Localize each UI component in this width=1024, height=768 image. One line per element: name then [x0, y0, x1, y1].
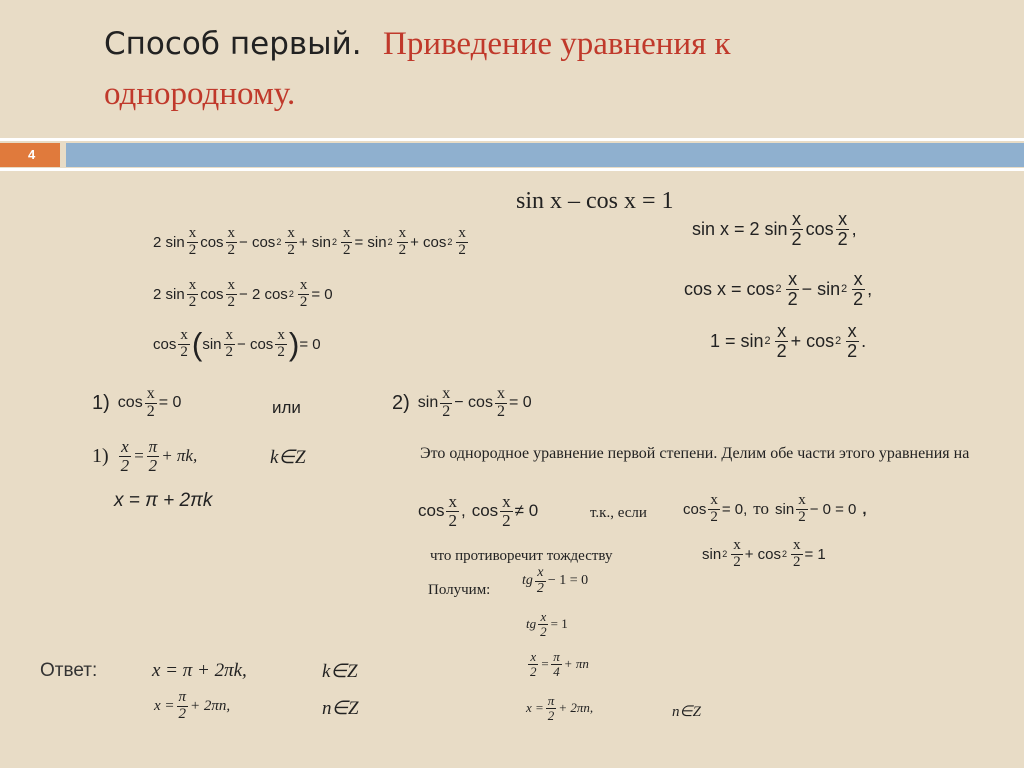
explanation-text: Это однородное уравнение первой степени. Делим обе части этого уравнения на: [420, 445, 970, 462]
answer-1: x = π + 2πk,: [152, 660, 247, 681]
deriv-4-n: n∈Z: [672, 704, 701, 720]
identity-one: 1 = sin 2 x 2 + cos 2 x 2 .: [710, 321, 867, 361]
slide-number: 4: [0, 143, 60, 167]
title-part1: Способ первый.: [104, 26, 362, 62]
deriv-3: $\frac{x}{2}$ = $\frac{\pi}{4}$ + πn: [530, 649, 589, 679]
answer-1-k: k∈Z: [322, 661, 358, 682]
solution-1: 1) $\frac{x}{2}$ = $\frac{\pi}{2}$ + πk,: [92, 437, 198, 475]
main-equation: sin x – cos x = 1: [516, 188, 674, 214]
divider-bottom: [0, 168, 1024, 171]
answer-label: Ответ:: [40, 660, 98, 681]
answer-2-n: n∈Z: [322, 698, 359, 719]
left-eq-3: cos x 2 ( sin x 2 − cos x 2 ) = 0: [153, 325, 321, 362]
contradict-text: что противоречит тождеству: [430, 548, 613, 564]
case-1: 1) cos $\frac{x}{2}$ = 0: [92, 385, 182, 420]
title-part2-line2: однородному.: [104, 76, 296, 112]
answer-2: x = $\frac{\pi}{2}$ + 2πn,: [154, 689, 231, 722]
tk-esli: т.к., если: [590, 505, 647, 521]
header-bar: [66, 143, 1024, 167]
if-cos-zero: cos $\frac{x}{2}$ = 0, то sin x 2 − 0 = 0 ,: [683, 492, 867, 525]
divide-by-cos: cos x 2 , cos x 2 ≠ 0: [418, 492, 539, 530]
solution-1-k: k∈Z: [270, 447, 306, 468]
title-part2-line1: Приведение уравнения к: [383, 26, 731, 62]
pythagorean-identity: sin 2 x 2 + cos 2 $\frac{x}{2}$ = 1: [702, 537, 826, 570]
solution-1-x: x = π + 2πk: [114, 490, 213, 511]
left-eq-1: 2 sin x 2 cos x 2 − cos 2 x 2 + sin 2 $\frac{x}{2}$ = sin 2 x 2 + cos 2 x 2: [153, 225, 466, 258]
left-eq-2: 2 sin x 2 cos x 2 − 2 cos 2 $\frac{x}{2}$ = 0: [153, 277, 333, 310]
deriv-2: tg $\frac{x}{2}$ = 1: [526, 609, 568, 639]
identity-cos: cos x = cos 2 x 2 − sin 2 x 2 ,: [684, 269, 873, 309]
divider-top: [0, 138, 1024, 141]
deriv-4: x = $\frac{\pi}{2}$ + 2πn,: [526, 693, 594, 723]
identity-sin: sin x = 2 sin x 2 cos x 2 ,: [692, 209, 857, 249]
get-label: Получим:: [428, 582, 491, 598]
deriv-1: tg x 2 − 1 = 0: [522, 565, 589, 596]
case-2: 2) sin x 2 − cos $\frac{x}{2}$ = 0: [392, 385, 532, 420]
or-word: или: [272, 398, 301, 417]
